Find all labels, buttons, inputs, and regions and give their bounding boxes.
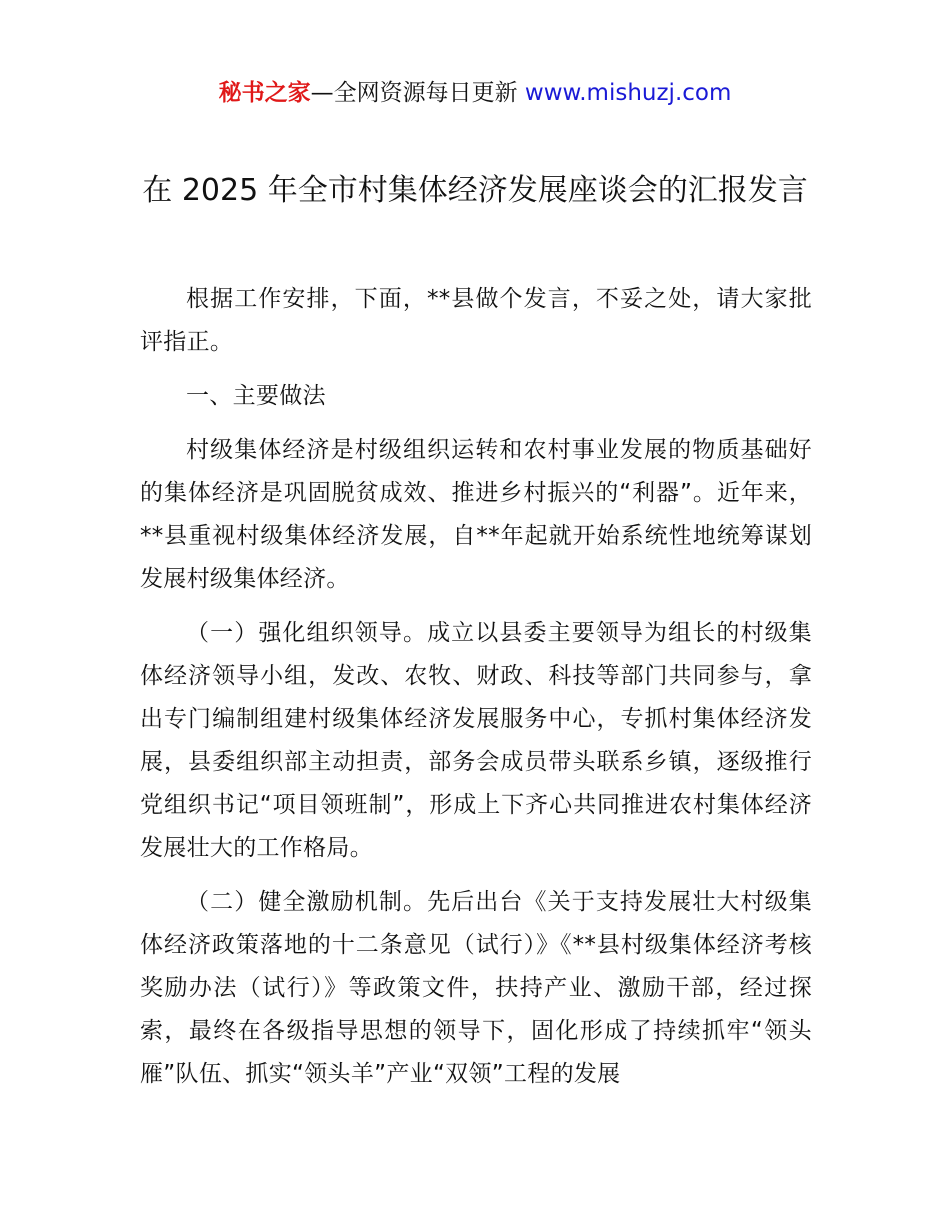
section-heading: 一、主要做法 xyxy=(186,383,326,409)
document-title: 在 2025 年全市村集体经济发展座谈会的汇报发言 xyxy=(142,173,808,208)
brand-name: 秘书之家 xyxy=(218,80,311,106)
document-body xyxy=(140,278,812,1107)
intro-paragraph: 根据工作安排，下面，**县做个发言，不妥之处，请大家批评指正。 xyxy=(140,286,812,355)
body-paragraph: （一）强化组织领导。成立以县委主要领导为组长的村级集体经济领导小组，发改、农牧、财政、科技等部门共同参与，拿出专门编制组建村级集体经济发展服务中心，专抓村集体经济发展，县委组织部主动担责，部务会成员带头联系乡镇，逐级推行党组织书记“项目领班制”，形成上下齐心共同推进农村集体经济发展壮大的工作格局。 xyxy=(140,620,812,861)
body-paragraph: 村级集体经济是村级组织运转和农村事业发展的物质基础好的集体经济是巩固脱贫成效、推进乡村振兴的“利器”。近年来，**县重视村级集体经济发展，自**年起就开始系统性地统筹谋划发展村级集体经济。 xyxy=(140,437,812,592)
site-url: www.mishuzj.com xyxy=(524,80,732,106)
body-paragraph: （二）健全激励机制。先后出台《关于支持发展壮大村级集体经济政策落地的十二条意见（试行）》《**县村级集体经济考核奖励办法（试行）》等政策文件，扶持产业、激励干部，经过探索，最终在各级指导思想的领导下，固化形成了持续抓牢“领头雁”队伍、抓实“领头羊”产业“双领”工程的发展 xyxy=(140,889,812,1087)
site-header xyxy=(0,76,950,110)
header-tagline: —全网资源每日更新 xyxy=(310,80,525,106)
